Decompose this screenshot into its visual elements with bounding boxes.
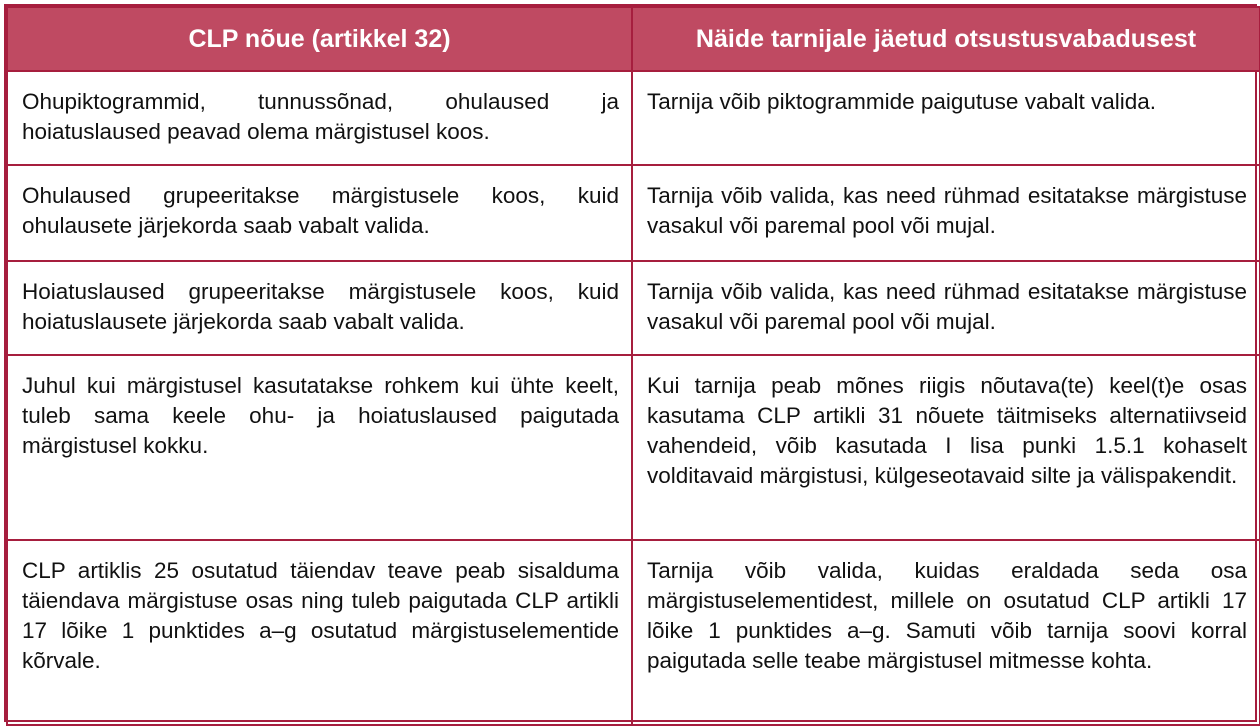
table-row xyxy=(7,540,1260,725)
table-row xyxy=(7,355,1260,540)
example-cell: Tarnija võib valida, kas need rühmad esitatakse märgistuse vasakul või paremal pool või mujal. xyxy=(632,165,1260,261)
requirement-cell: Juhul kui märgistusel kasutatakse rohkem kui ühte keelt, tuleb sama keele ohu- ja hoiatuslaused paigutada märgistusel kokku. xyxy=(7,355,632,540)
table-row xyxy=(7,71,1260,165)
column-header-requirement: CLP nõue (artikkel 32) xyxy=(7,7,632,71)
table-row xyxy=(7,165,1260,261)
requirement-cell: Ohupiktogrammid, tunnussõnad, ohulaused ja hoiatuslaused peavad olema märgistusel koos. xyxy=(7,71,632,165)
example-cell: Kui tarnija peab mõnes riigis nõutava(te) keel(t)e osas kasutama CLP artikli 31 nõuete täitmiseks alternatiivseid vahendeid, võib kasutada I lisa punki 1.5.1 kohaselt volditavaid märgistusi, külgeseotavaid silte ja välispakendit. xyxy=(632,355,1260,540)
requirement-cell: CLP artiklis 25 osutatud täiendav teave peab sisalduma täiendava märgistuse osas ning tuleb paigutada CLP artikli 17 lõike 1 punktides a–g osutatud märgistuselementide kõrvale. xyxy=(7,540,632,725)
example-cell: Tarnija võib piktogrammide paigutuse vabalt valida. xyxy=(632,71,1260,165)
column-header-example: Näide tarnijale jäetud otsustusvabadusest xyxy=(632,7,1260,71)
requirement-cell: Hoiatuslaused grupeeritakse märgistusele koos, kuid hoiatuslausete järjekorda saab vabalt valida. xyxy=(7,261,632,355)
example-cell: Tarnija võib valida, kuidas eraldada seda osa märgistuselementidest, millele on osutatud CLP artikli 17 lõike 1 punktides a–g. Samuti võib tarnija soovi korral paigutada selle teabe märgistusel mitmesse kohta. xyxy=(632,540,1260,725)
clp-requirements-table-frame xyxy=(4,4,1257,722)
clp-requirements-table xyxy=(6,6,1260,726)
example-cell: Tarnija võib valida, kas need rühmad esitatakse märgistuse vasakul või paremal pool või mujal. xyxy=(632,261,1260,355)
requirement-cell: Ohulaused grupeeritakse märgistusele koos, kuid ohulausete järjekorda saab vabalt valida. xyxy=(7,165,632,261)
table-row xyxy=(7,261,1260,355)
table-header-row xyxy=(7,7,1260,71)
